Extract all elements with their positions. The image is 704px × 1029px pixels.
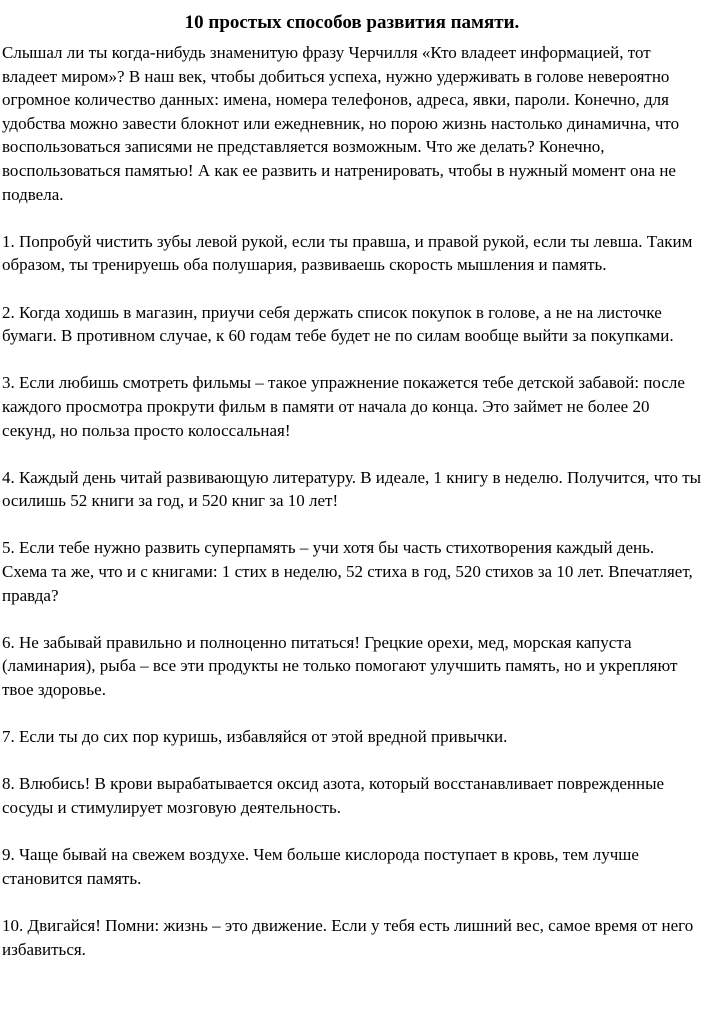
list-item-1: 1. Попробуй чистить зубы левой рукой, если ты правша, и правой рукой, если ты левша. Таким образом, ты тренируешь оба полушария, развиваешь скорость мышления и память. [2,231,693,275]
page-title: 10 простых способов развития памяти. [184,12,520,33]
list-item-10: 10. Двигайся! Помни: жизнь – это движение. Если у тебя есть лишний вес, самое время от него избавиться. [2,915,694,959]
list-item-3: 3. Если любишь смотреть фильмы – такое упражнение покажется тебе детской забавой: после каждого просмотра прокрути фильм в памяти от начала до конца. Это займет не более 20 секунд, но польза просто колоссальная! [2,373,685,440]
list-item-7: 7. Если ты до сих пор куришь, избавляйся от этой вредной привычки. [2,727,508,747]
list-item-5: 5. Если тебе нужно развить суперпамять – учи хотя бы часть стихотворения каждый день. Схема та же, что и с книгами: 1 стих в неделю, 52 стиха в год, 520 стихов за 10 лет. Впечатляет, правда? [2,538,693,605]
list-item-6: 6. Не забывай правильно и полноценно питаться! Грецкие орехи, мед, морская капуста (ламинария), рыба – все эти продукты не только помогают улучшить память, но и укрепляют твое здоровье. [2,632,678,700]
intro-paragraph: Слышал ли ты когда-нибудь знаменитую фразу Черчилля «Кто владеет информацией, тот владеет миром»? В наш век, чтобы добиться успеха, нужно удерживать в голове невероятно огромное количество данных: имена, номера телефонов, адреса, явки, пароли. Конечно, для удобства можно завести блокнот или ежедневник, но порою жизнь настолько динамична, что воспользоваться записями не представляется возможным. Что же делать? Конечно, воспользоваться памятью! А как ее развить и натренировать, чтобы в нужный момент она не подвела. [2,43,680,204]
list-item-9: 9. Чаще бывай на свежем воздухе. Чем больше кислорода поступает в кровь, тем лучше становится память. [2,845,639,888]
list-item-4: 4. Каждый день читай развивающую литературу. В идеале, 1 книгу в неделю. Получится, что ты осилишь 52 книги за год, и 520 книг за 10 лет! [2,467,702,511]
list-item-2: 2. Когда ходишь в магазин, приучи себя держать список покупок в голове, а не на листочке бумаги. В противном случае, к 60 годам тебе будет не по силам вообще выйти за покупками. [2,302,674,346]
list-item-8: 8. Влюбись! В крови вырабатывается оксид азота, который восстанавливает поврежденные сосуды и стимулирует мозговую деятельность. [2,774,665,817]
